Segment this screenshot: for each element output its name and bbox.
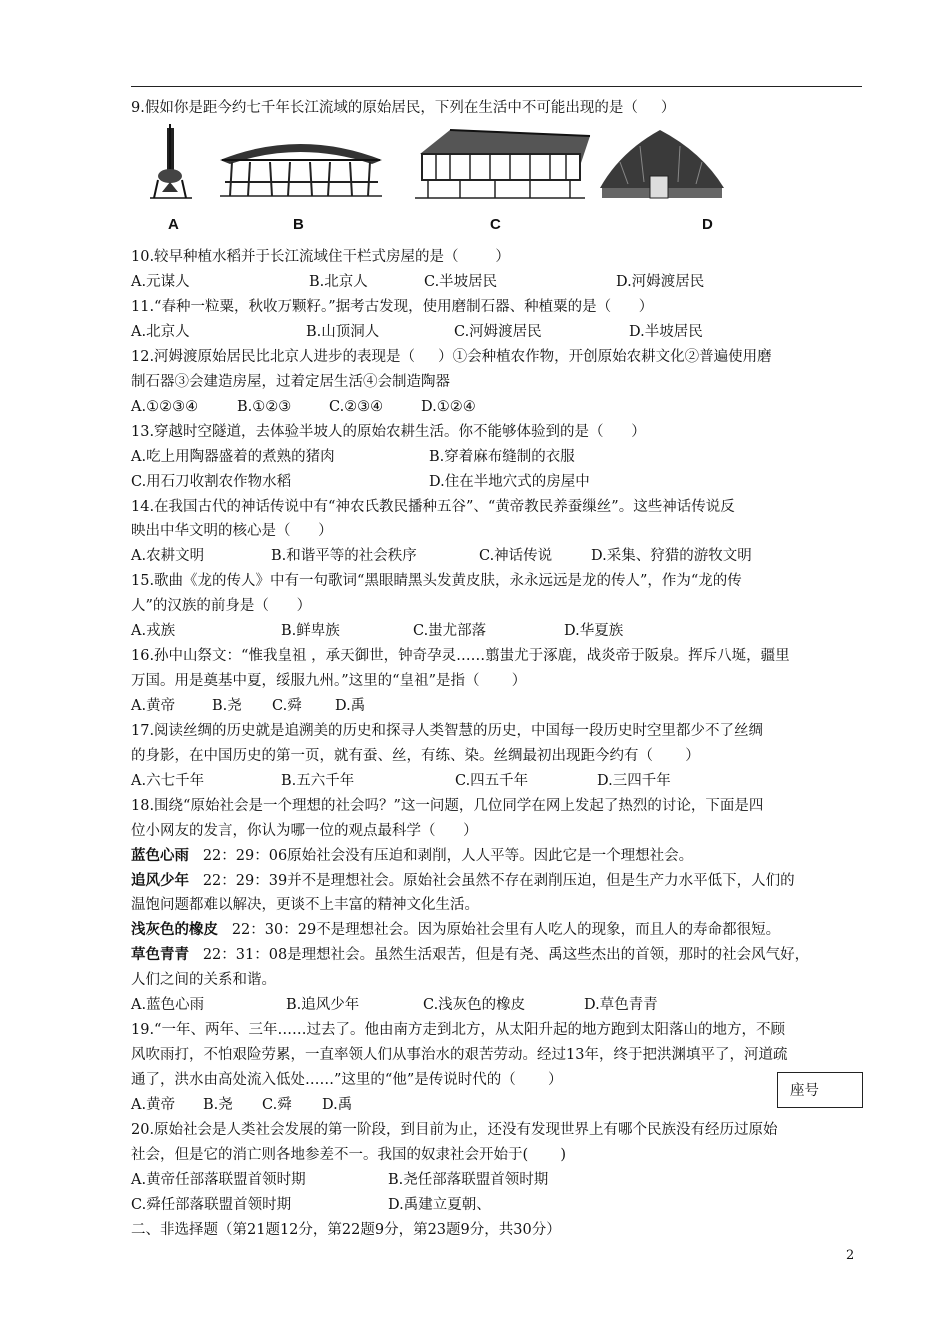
q17-option-d: D.三四千年 [597,773,671,789]
q10-option-d: D.河姆渡居民 [616,274,705,290]
q13-option-d: D.住在半地穴式的房屋中 [429,474,590,490]
q19-option-a: A.黄帝 [131,1097,176,1113]
q17-stem-line1: 17.阅读丝绸的历史就是追溯美的历史和探寻人类智慧的历史，中国每一段历史时空里都少不了丝绸 [131,723,764,739]
q10-option-c: C.半坡居民 [424,274,498,290]
post-text: 22：29：39并不是理想社会。原始社会虽然不存在剥削压迫，但是生产力水平低下，人们的 [189,873,795,889]
q17-option-a: A.六七千年 [131,773,205,789]
q20-option-b: B.尧任部落联盟首领时期 [388,1172,549,1188]
q11-option-d: D.半坡居民 [629,324,703,340]
q19-stem-line3: 通了，洪水由高处流入低处……”这里的“他”是传说时代的（ ） [131,1072,563,1088]
q11-option-b: B.山顶洞人 [306,324,380,340]
q16-stem-line1: 16.孙中山祭文：“惟我皇祖 ，承天御世，钟奇孕灵……翦蚩尤于涿鹿，战炎帝于阪泉。挥斥八埏，疆里 [131,648,790,664]
q14-option-d: D.采集、狩猎的游牧文明 [591,548,752,564]
q10-option-a: A.元谋人 [131,274,190,290]
q12-stem-line1: 12.河姆渡原始居民比北京人进步的表现是（ ）①会种植农作物，开创原始农耕文化②普遍使用磨 [131,349,772,365]
seat-number-box[interactable] [777,1072,863,1108]
post-text: 22：31：08是理想社会。虽然生活艰苦，但是有尧、禹这些杰出的首领，那时的社会风气好， [189,947,810,963]
option-b-label: B [293,216,304,233]
option-a-label: A [168,216,179,233]
option-d-label: D [702,216,713,233]
q15-option-c: C.蚩尤部落 [413,623,487,639]
header-rule [131,86,862,87]
q15-option-b: B.鲜卑族 [281,623,340,639]
q19-stem-line2: 风吹雨打，不怕艰险劳累，一直率领人们从事治水的艰苦劳动。经过13年，终于把洪渊填平了，河道疏 [131,1047,788,1063]
post-author: 浅灰色的橡皮 [131,922,218,938]
q12-option-a: A.①②③④ [131,399,199,415]
q16-option-d: D.禹 [335,698,366,714]
section-2-heading: 二、非选择题（第21题12分，第22题9分，第23题9分，共30分） [131,1222,561,1238]
q14-stem-line2: 映出中华文明的核心是（ ） [131,523,333,539]
q18-option-a: A.蓝色心雨 [131,997,205,1013]
post-author: 草色青青 [131,947,189,963]
q9-illustrations [150,122,762,214]
post-text: 22：30：29不是理想社会。因为原始社会里有人吃人的现象，而且人的寿命都很短。 [218,922,781,938]
q20-option-c: C.舜任部落联盟首领时期 [131,1197,292,1213]
q17-option-b: B.五六千年 [281,773,355,789]
q18-option-c: C.浅灰色的橡皮 [423,997,526,1013]
q14-stem-line1: 14.在我国古代的神话传说中有“神农氏教民播种五谷”、“黄帝教民养蚕缫丝”。这些神话传说反 [131,499,735,515]
q18-post-1 [131,846,693,866]
q14-option-a: A.农耕文明 [131,548,205,564]
tripod-cooking-illustration [150,124,192,198]
q19-option-b: B.尧 [203,1097,233,1113]
page-number: 2 [846,1248,855,1263]
q19-option-c: C.舜 [262,1097,292,1113]
q12-option-c: C.②③④ [329,399,384,415]
q18-stem-line2: 位小网友的发言，你认为哪一位的观点最科学（ ） [131,823,478,839]
q20-stem-line1: 20.原始社会是人类社会发展的第一阶段，到目前为止，还没有发现世界上有哪个民族没有经历过原始 [131,1122,778,1138]
q11-option-a: A.北京人 [131,324,190,340]
q17-option-c: C.四五千年 [455,773,529,789]
q12-option-b: B.①②③ [237,399,292,415]
q18-post-4 [131,945,809,965]
q13-option-b: B.穿着麻布缝制的衣服 [429,449,575,465]
stilt-house-illustration [220,144,382,196]
q18-stem-line1: 18.围绕“原始社会是一个理想的社会吗？”这一问题，几位同学在网上发起了热烈的讨论，下面是四 [131,798,764,814]
q14-option-c: C.神话传说 [479,548,553,564]
q18-option-b: B.追风少年 [286,997,360,1013]
q15-option-d: D.华夏族 [564,623,624,639]
q15-stem-line2: 人”的汉族的前身是（ ） [131,598,312,614]
post-author: 追风少年 [131,873,189,889]
ganlan-longhouse-illustration [415,130,590,198]
q13-option-a: A.吃上用陶器盛着的煮熟的猪肉 [131,449,335,465]
q16-option-c: C.舜 [272,698,302,714]
q16-option-b: B.尧 [212,698,242,714]
post-text: 22：29：06原始社会没有压迫和剥削，人人平等。因此它是一个理想社会。 [189,848,694,864]
q13-stem: 13.穿越时空隧道，去体验半坡人的原始农耕生活。你不能够体验到的是（ ） [131,424,646,440]
q9-figure [150,122,762,232]
option-c-label: C [490,216,501,233]
q12-stem-line2: 制石器③会建造房屋，过着定居生活④会制造陶器 [131,374,450,390]
q16-stem-line2: 万国。用是奠基中夏，绥服九州。”这里的“皇祖”是指（ ） [131,673,527,689]
q20-option-d: D.禹建立夏朝、 [388,1197,491,1213]
q19-stem-line1: 19.“一年、两年、三年……过去了。他由南方走到北方，从太阳升起的地方跑到太阳落山的地方，不顾 [131,1022,785,1038]
q11-stem: 11.“春种一粒粟，秋收万颗籽。”据考古发现，使用磨制石器、种植粟的是（ ） [131,299,654,315]
q9-stem: 9.假如你是距今约七千年长江流域的原始居民，下列在生活中不可能出现的是（ ） [131,100,676,116]
q14-option-b: B.和谐平等的社会秩序 [271,548,417,564]
q16-option-a: A.黄帝 [131,698,176,714]
q10-stem: 10.较早种植水稻并于长江流域住干栏式房屋的是（ ） [131,249,510,265]
q18-post-2-cont: 温饱问题都难以解决，更谈不上丰富的精神文化生活。 [131,897,479,913]
q13-option-c: C.用石刀收割农作物水稻 [131,474,292,490]
q11-option-c: C.河姆渡居民 [454,324,542,340]
q18-option-d: D.草色青青 [584,997,658,1013]
q17-stem-line2: 的身影，在中国历史的第一页，就有蚕、丝，有练、染。丝绸最初出现距今约有（ ） [131,748,700,764]
seat-number-label: 座号 [790,1083,819,1099]
q15-stem-line1: 15.歌曲《龙的传人》中有一句歌词“黑眼睛黑头发黄皮肤，永永远远是龙的传人”，作为“龙的传 [131,573,742,589]
q10-option-b: B.北京人 [309,274,368,290]
q18-post-4-cont: 人们之间的关系和谐。 [131,972,276,988]
thatched-hut-illustration [600,130,724,198]
q20-stem-line2: 社会，但是它的消亡则各地参差不一。我国的奴隶社会开始于( ) [131,1147,567,1163]
q18-post-3 [131,920,780,940]
q12-option-d: D.①②④ [421,399,476,415]
q15-option-a: A.戎族 [131,623,176,639]
q19-option-d: D.禹 [322,1097,353,1113]
post-author: 蓝色心雨 [131,848,189,864]
q20-option-a: A.黄帝任部落联盟首领时期 [131,1172,306,1188]
q18-post-2 [131,871,795,891]
